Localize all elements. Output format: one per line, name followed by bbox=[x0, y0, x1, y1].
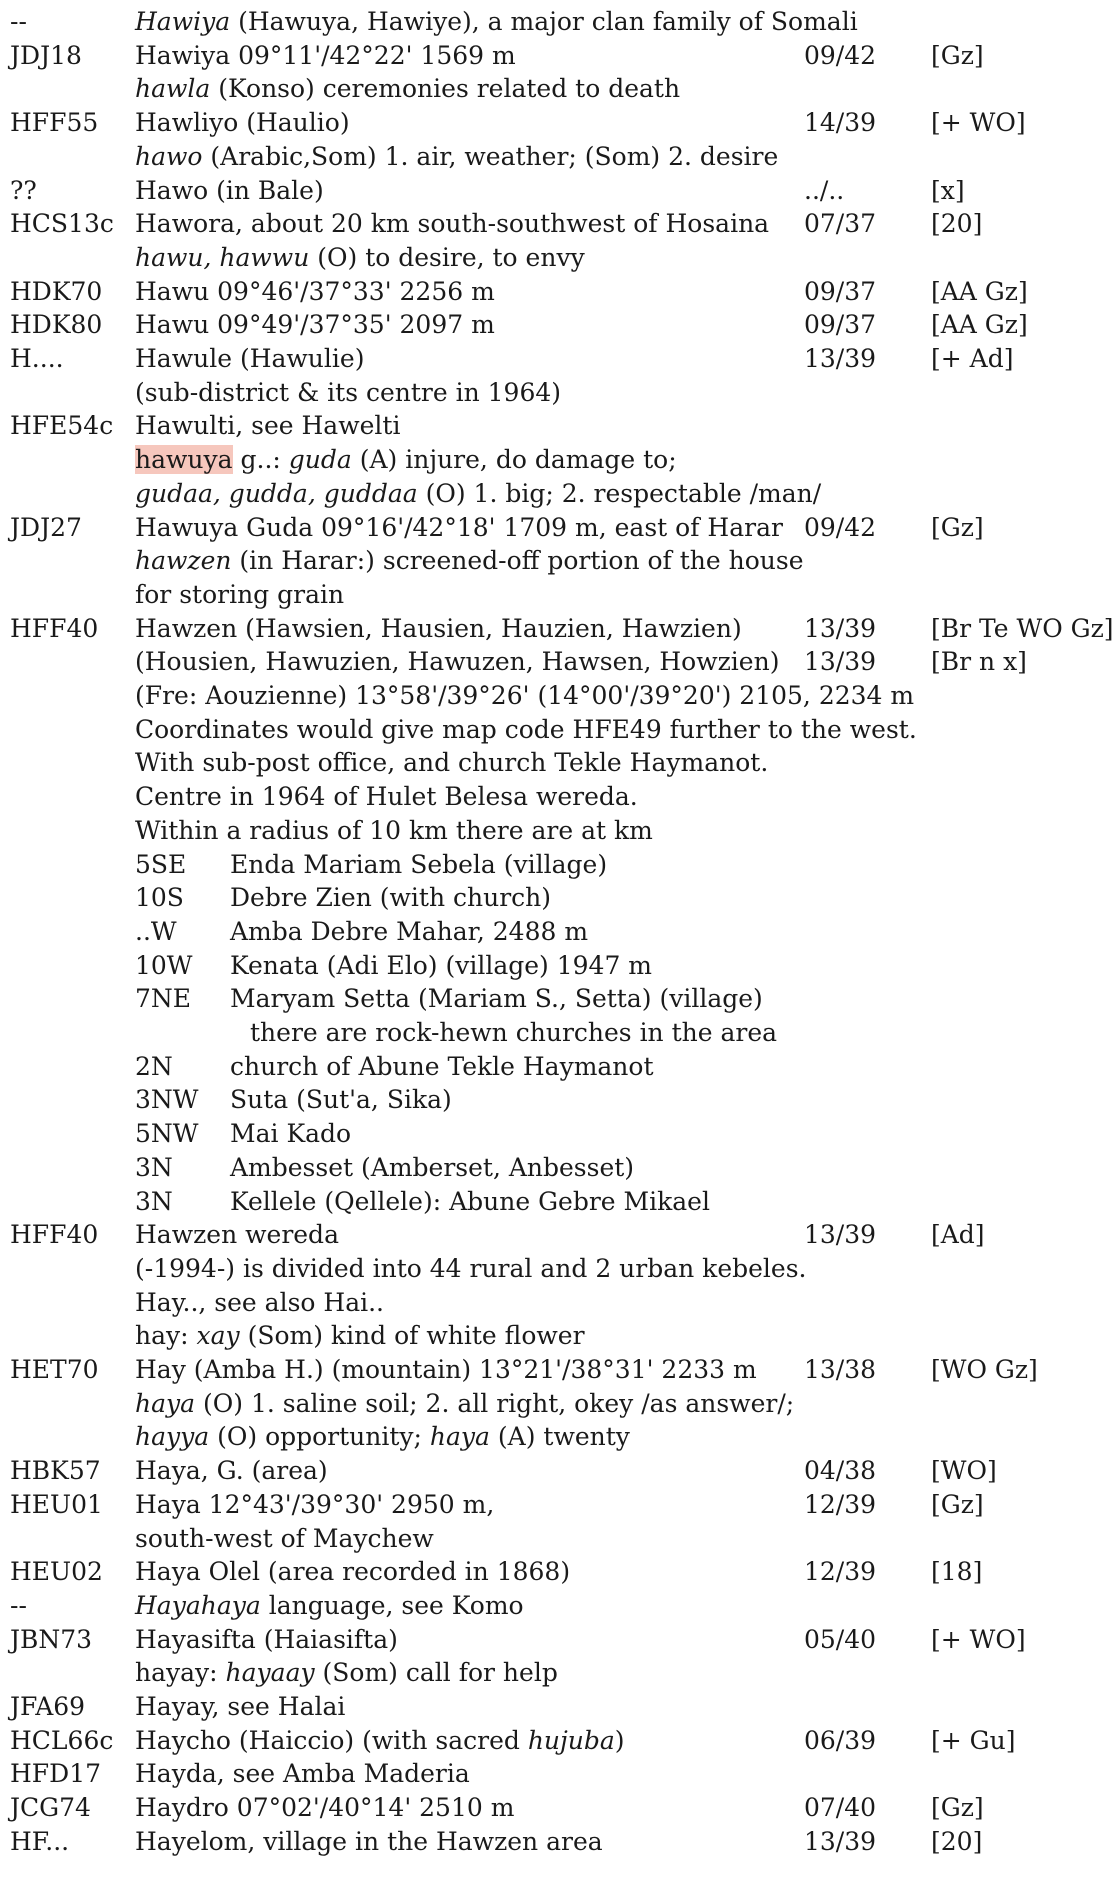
entry-text bbox=[135, 1286, 384, 1320]
nearby-place: Enda Mariam Sebela (village) bbox=[230, 849, 608, 879]
map-code: HCS13c bbox=[10, 209, 114, 239]
entry-row bbox=[0, 1185, 1077, 1219]
entry-text bbox=[135, 275, 495, 309]
grid-reference: 05/40 bbox=[804, 1624, 877, 1654]
entry-row bbox=[0, 477, 1077, 511]
text-run: (O) opportunity; bbox=[209, 1422, 430, 1452]
text-run: g..: bbox=[232, 445, 289, 475]
italic-term: hawo bbox=[135, 141, 203, 171]
entry-text bbox=[135, 1319, 585, 1353]
entry-text bbox=[135, 241, 585, 275]
italic-term: hawzen bbox=[135, 546, 232, 576]
text-run: (Fre: Aouzienne) 13°58'/39°26' (14°00'/39°20') 2105, 2234 m bbox=[135, 681, 915, 710]
entry-text bbox=[135, 645, 779, 679]
source-reference: [+ Ad] bbox=[931, 344, 1014, 373]
map-code: ?? bbox=[10, 175, 37, 205]
text-run: (A) injure, do damage to; bbox=[351, 445, 677, 475]
italic-term: hujuba bbox=[527, 1725, 615, 1755]
map-code: JFA69 bbox=[10, 1692, 86, 1721]
text-run: (O) 1. big; 2. respectable /man/ bbox=[417, 478, 822, 508]
text-run: Hawu 09°46'/37°33' 2256 m bbox=[135, 276, 495, 306]
text-run: Hawulti, see Hawelti bbox=[135, 411, 401, 441]
entry-text bbox=[135, 5, 858, 39]
entry-text bbox=[135, 1488, 494, 1522]
entry-text bbox=[135, 1589, 524, 1623]
entry-text bbox=[135, 409, 400, 443]
map-code: HBK57 bbox=[10, 1456, 101, 1486]
text-run: Hayasifta (Haiasifta) bbox=[135, 1624, 398, 1654]
map-code: H.... bbox=[10, 344, 64, 373]
text-run: language, see Komo bbox=[260, 1590, 524, 1620]
text-run: Hawliyo (Haulio) bbox=[135, 108, 350, 138]
entry-row bbox=[0, 1117, 1077, 1151]
map-code: HFE54c bbox=[10, 411, 114, 441]
source-reference: [x] bbox=[931, 175, 965, 205]
entry-row bbox=[0, 39, 1077, 73]
nearby-place: Kellele (Qellele): Abune Gebre Mikael bbox=[230, 1186, 710, 1216]
entry-row bbox=[0, 174, 1077, 208]
grid-reference: 09/37 bbox=[804, 310, 877, 340]
map-code: HEU01 bbox=[10, 1489, 103, 1519]
entry-row bbox=[0, 72, 1077, 106]
entry-text bbox=[135, 106, 350, 140]
entry-row bbox=[0, 1623, 1077, 1657]
source-reference: [Gz] bbox=[931, 1489, 984, 1519]
italic-term: guda bbox=[288, 445, 352, 475]
text-run: Haya Olel (area recorded in 1868) bbox=[135, 1557, 571, 1587]
entry-row bbox=[0, 140, 1077, 174]
italic-term: hawu, hawwu bbox=[135, 242, 310, 272]
entry-text bbox=[135, 1623, 398, 1657]
map-code: HF... bbox=[10, 1826, 70, 1856]
text-run: hayay: bbox=[135, 1658, 226, 1688]
map-code: JDJ18 bbox=[10, 40, 82, 70]
map-code: HFF40 bbox=[10, 613, 99, 643]
source-reference: [Gz] bbox=[931, 1793, 984, 1823]
entry-row bbox=[0, 1488, 1077, 1522]
entry-row bbox=[0, 1252, 1077, 1286]
distance-direction: 3N bbox=[135, 1152, 173, 1182]
entry-text bbox=[135, 1825, 603, 1859]
source-reference: [WO Gz] bbox=[931, 1355, 1038, 1384]
entry-text bbox=[135, 477, 821, 511]
text-run: (Housien, Hawuzien, Hawuzen, Hawsen, Howzien) bbox=[135, 647, 780, 677]
italic-term: Hayahaya bbox=[135, 1590, 261, 1620]
entry-row bbox=[0, 342, 1077, 376]
entry-row bbox=[0, 1825, 1077, 1859]
entry-row bbox=[0, 409, 1077, 443]
grid-reference: 06/39 bbox=[804, 1725, 877, 1755]
text-run: hay: bbox=[135, 1321, 197, 1351]
source-reference: [Br n x] bbox=[931, 647, 1027, 677]
entry-row bbox=[0, 511, 1077, 545]
distance-direction: 3NW bbox=[135, 1085, 199, 1115]
entry-row bbox=[0, 1016, 1077, 1050]
nearby-place: Suta (Sut'a, Sika) bbox=[230, 1085, 452, 1115]
entry-text bbox=[135, 1522, 434, 1556]
distance-direction: 5SE bbox=[135, 849, 187, 879]
distance-direction: 3N bbox=[135, 1186, 173, 1216]
text-run: Haycho (Haiccio) (with sacred bbox=[135, 1725, 528, 1755]
source-reference: [+ WO] bbox=[931, 1624, 1026, 1654]
map-code: JDJ27 bbox=[10, 512, 82, 542]
entry-row bbox=[0, 1420, 1077, 1454]
entry-row bbox=[0, 645, 1077, 679]
nearby-place: church of Abune Tekle Haymanot bbox=[230, 1051, 654, 1081]
map-code: HDK70 bbox=[10, 276, 103, 306]
text-run: (in Harar:) screened-off portion of the house bbox=[231, 546, 804, 576]
entry-row bbox=[0, 915, 1077, 949]
entry-text bbox=[135, 1724, 625, 1758]
text-run: (sub-district & its centre in 1964) bbox=[135, 377, 562, 407]
text-run: Hawule (Hawulie) bbox=[135, 344, 365, 373]
entry-row bbox=[0, 308, 1077, 342]
text-run: Hawzen (Hawsien, Hausien, Hauzien, Hawzien) bbox=[135, 613, 742, 643]
entry-text bbox=[135, 1454, 328, 1488]
entry-text bbox=[135, 72, 680, 106]
entry-row bbox=[0, 5, 1077, 39]
grid-reference: 04/38 bbox=[804, 1456, 877, 1486]
entry-text bbox=[135, 814, 653, 848]
entry-text bbox=[135, 308, 495, 342]
entry-row bbox=[0, 982, 1077, 1016]
grid-reference: 09/42 bbox=[804, 40, 877, 70]
entry-text bbox=[135, 713, 917, 747]
source-reference: [AA Gz] bbox=[931, 276, 1028, 306]
grid-reference: 13/38 bbox=[804, 1355, 877, 1384]
italic-term: haya bbox=[429, 1422, 490, 1452]
italic-term: hayya bbox=[135, 1422, 210, 1452]
italic-term: hawla bbox=[135, 74, 211, 104]
text-run: (Som) call for help bbox=[314, 1658, 558, 1688]
grid-reference: 07/40 bbox=[804, 1793, 877, 1823]
text-run: Hay.., see also Hai.. bbox=[135, 1287, 384, 1317]
text-run: Hawuya Guda 09°16'/42°18' 1709 m, east of Harar bbox=[135, 512, 783, 542]
entry-row bbox=[0, 1522, 1077, 1556]
text-run: Coordinates would give map code HFE49 further to the west. bbox=[135, 714, 917, 744]
entry-row bbox=[0, 1050, 1077, 1084]
entry-row bbox=[0, 1791, 1077, 1825]
source-reference: [Gz] bbox=[931, 40, 984, 70]
entry-row bbox=[0, 1589, 1077, 1623]
source-reference: [18] bbox=[931, 1557, 983, 1587]
entry-text bbox=[135, 1656, 558, 1690]
distance-direction: 7NE bbox=[135, 984, 192, 1014]
entry-row bbox=[0, 1454, 1077, 1488]
entry-row bbox=[0, 679, 1077, 713]
italic-term: xay bbox=[196, 1321, 240, 1351]
text-run: Haydro 07°02'/40°14' 2510 m bbox=[135, 1793, 515, 1823]
text-run: (Som) kind of white flower bbox=[239, 1321, 585, 1351]
source-reference: [AA Gz] bbox=[931, 310, 1028, 340]
nearby-place: Debre Zien (with church) bbox=[230, 883, 551, 913]
text-run: Hawiya 09°11'/42°22' 1569 m bbox=[135, 40, 516, 70]
entry-text bbox=[135, 443, 677, 477]
source-reference: [20] bbox=[931, 1826, 983, 1856]
grid-reference: 07/37 bbox=[804, 209, 877, 239]
text-run: Hawora, about 20 km south-southwest of Hosaina bbox=[135, 209, 770, 239]
entry-row bbox=[0, 1319, 1077, 1353]
source-reference: [WO] bbox=[931, 1456, 997, 1486]
entry-text bbox=[135, 39, 516, 73]
source-reference: [+ Gu] bbox=[931, 1725, 1016, 1755]
source-reference: [Ad] bbox=[931, 1220, 985, 1250]
entry-row bbox=[0, 612, 1114, 646]
nearby-place: Amba Debre Mahar, 2488 m bbox=[230, 916, 589, 946]
entry-row bbox=[0, 544, 1077, 578]
grid-reference: 13/39 bbox=[804, 1220, 877, 1250]
entry-row bbox=[0, 106, 1077, 140]
text-run: south-west of Maychew bbox=[135, 1523, 434, 1553]
entry-text bbox=[135, 679, 914, 713]
entry-row bbox=[0, 881, 1077, 915]
text-run: Hawo (in Bale) bbox=[135, 175, 324, 205]
distance-direction: 5NW bbox=[135, 1119, 199, 1149]
entry-row bbox=[0, 780, 1077, 814]
distance-direction: 10S bbox=[135, 883, 184, 913]
distance-direction: 10W bbox=[135, 950, 193, 980]
text-run: Hay (Amba H.) (mountain) 13°21'/38°31' 2233 m bbox=[135, 1355, 757, 1384]
text-run: (O) to desire, to envy bbox=[309, 242, 585, 272]
map-code: -- bbox=[10, 1590, 27, 1620]
text-run: Haya, G. (area) bbox=[135, 1456, 328, 1486]
map-code: HFF55 bbox=[10, 108, 99, 138]
text-run: ) bbox=[614, 1725, 625, 1755]
text-run: (Hawuya, Hawiye), a major clan family of Somali bbox=[230, 7, 858, 36]
text-run: Hayda, see Amba Maderia bbox=[135, 1759, 470, 1789]
entry-row bbox=[0, 949, 1077, 983]
entry-row bbox=[0, 1083, 1077, 1117]
entry-text bbox=[135, 376, 561, 410]
entry-text bbox=[135, 342, 364, 376]
grid-reference: 13/39 bbox=[804, 1826, 877, 1856]
nearby-place: Maryam Setta (Mariam S., Setta) (village) bbox=[230, 984, 763, 1014]
entry-text bbox=[135, 1252, 806, 1286]
entry-row bbox=[0, 1656, 1077, 1690]
entry-row bbox=[0, 578, 1077, 612]
map-code: -- bbox=[10, 7, 27, 36]
grid-reference: 12/39 bbox=[804, 1489, 877, 1519]
map-code: HET70 bbox=[10, 1355, 99, 1384]
distance-direction: 2N bbox=[135, 1051, 173, 1081]
map-code: HFD17 bbox=[10, 1759, 102, 1789]
text-run: Haya 12°43'/39°30' 2950 m, bbox=[135, 1489, 495, 1519]
source-reference: [+ WO] bbox=[931, 108, 1026, 138]
entry-row bbox=[0, 1286, 1077, 1320]
entry-text bbox=[135, 1791, 514, 1825]
entry-row bbox=[0, 443, 1077, 477]
nearby-place: Ambesset (Amberset, Anbesset) bbox=[230, 1152, 635, 1182]
entry-row bbox=[0, 814, 1077, 848]
grid-reference: 09/42 bbox=[804, 512, 877, 542]
entry-row bbox=[0, 848, 1077, 882]
text-run: Hayay, see Halai bbox=[135, 1692, 346, 1721]
entry-row bbox=[0, 1353, 1077, 1387]
entry-row bbox=[0, 376, 1077, 410]
entry-row bbox=[0, 1151, 1077, 1185]
grid-reference: 13/39 bbox=[804, 344, 877, 373]
text-run: Hawzen wereda bbox=[135, 1220, 339, 1250]
entry-text bbox=[135, 207, 769, 241]
map-code: HCL66c bbox=[10, 1725, 114, 1755]
distance-direction: ..W bbox=[135, 916, 177, 946]
grid-reference: 13/39 bbox=[804, 647, 877, 677]
entry-text bbox=[135, 578, 344, 612]
entry-text bbox=[135, 1690, 345, 1724]
text-run: Within a radius of 10 km there are at km bbox=[135, 815, 653, 845]
entry-text bbox=[135, 174, 324, 208]
entry-text bbox=[135, 1218, 339, 1252]
text-run: (-1994-) is divided into 44 rural and 2 urban kebeles. bbox=[135, 1253, 807, 1283]
text-run: Hayelom, village in the Hawzen area bbox=[135, 1826, 603, 1856]
nearby-place: Mai Kado bbox=[230, 1119, 352, 1149]
grid-reference: ../.. bbox=[804, 175, 845, 205]
entry-row bbox=[0, 1690, 1077, 1724]
text-run: (Arabic,Som) 1. air, weather; (Som) 2. desire bbox=[202, 141, 779, 171]
source-reference: [Br Te WO Gz] bbox=[931, 613, 1114, 643]
map-code: HEU02 bbox=[10, 1557, 103, 1587]
map-code: HDK80 bbox=[10, 310, 103, 340]
entry-row bbox=[0, 1555, 1077, 1589]
italic-term: haya bbox=[135, 1388, 196, 1418]
source-reference: [Gz] bbox=[931, 512, 984, 542]
entry-row bbox=[0, 1218, 1077, 1252]
nearby-place: Kenata (Adi Elo) (village) 1947 m bbox=[230, 950, 652, 980]
entry-text bbox=[135, 1420, 630, 1454]
text-run: Centre in 1964 of Hulet Belesa wereda. bbox=[135, 782, 638, 812]
entry-text bbox=[135, 1387, 794, 1421]
grid-reference: 09/37 bbox=[804, 276, 877, 306]
entry-row bbox=[0, 713, 1077, 747]
source-reference: [20] bbox=[931, 209, 983, 239]
entry-row bbox=[0, 207, 1077, 241]
italic-term: hayaay bbox=[225, 1658, 315, 1688]
text-run: (Konso) ceremonies related to death bbox=[210, 74, 681, 104]
map-code: JBN73 bbox=[10, 1624, 93, 1654]
entry-row bbox=[0, 241, 1077, 275]
map-code: JCG74 bbox=[10, 1793, 91, 1823]
nearby-place: there are rock-hewn churches in the area bbox=[250, 1018, 778, 1047]
entry-text bbox=[135, 1757, 470, 1791]
entry-text bbox=[135, 511, 783, 545]
text-run: for storing grain bbox=[135, 579, 345, 609]
entry-row bbox=[0, 275, 1077, 309]
italic-term: gudaa, gudda, guddaa bbox=[135, 478, 418, 508]
entry-text bbox=[135, 544, 804, 578]
map-code: HFF40 bbox=[10, 1220, 99, 1250]
text-run: With sub-post office, and church Tekle Haymanot. bbox=[135, 748, 769, 778]
grid-reference: 13/39 bbox=[804, 613, 877, 643]
entry-text bbox=[135, 612, 742, 646]
entry-row bbox=[0, 746, 1077, 780]
text-run: Hawu 09°49'/37°35' 2097 m bbox=[135, 310, 495, 340]
entry-text bbox=[135, 746, 768, 780]
entry-text bbox=[135, 1555, 570, 1589]
entry-text bbox=[135, 140, 778, 174]
text-run: (O) 1. saline soil; 2. all right, okey /as answer/; bbox=[195, 1388, 795, 1418]
highlighted-term: hawuya bbox=[135, 445, 233, 475]
italic-term: Hawiya bbox=[135, 7, 231, 36]
entry-text bbox=[135, 1353, 757, 1387]
entry-row bbox=[0, 1387, 1077, 1421]
entry-row bbox=[0, 1757, 1077, 1791]
entry-text bbox=[135, 780, 638, 814]
text-run: (A) twenty bbox=[489, 1422, 630, 1452]
entry-row bbox=[0, 1724, 1077, 1758]
grid-reference: 14/39 bbox=[804, 108, 877, 138]
grid-reference: 12/39 bbox=[804, 1557, 877, 1587]
